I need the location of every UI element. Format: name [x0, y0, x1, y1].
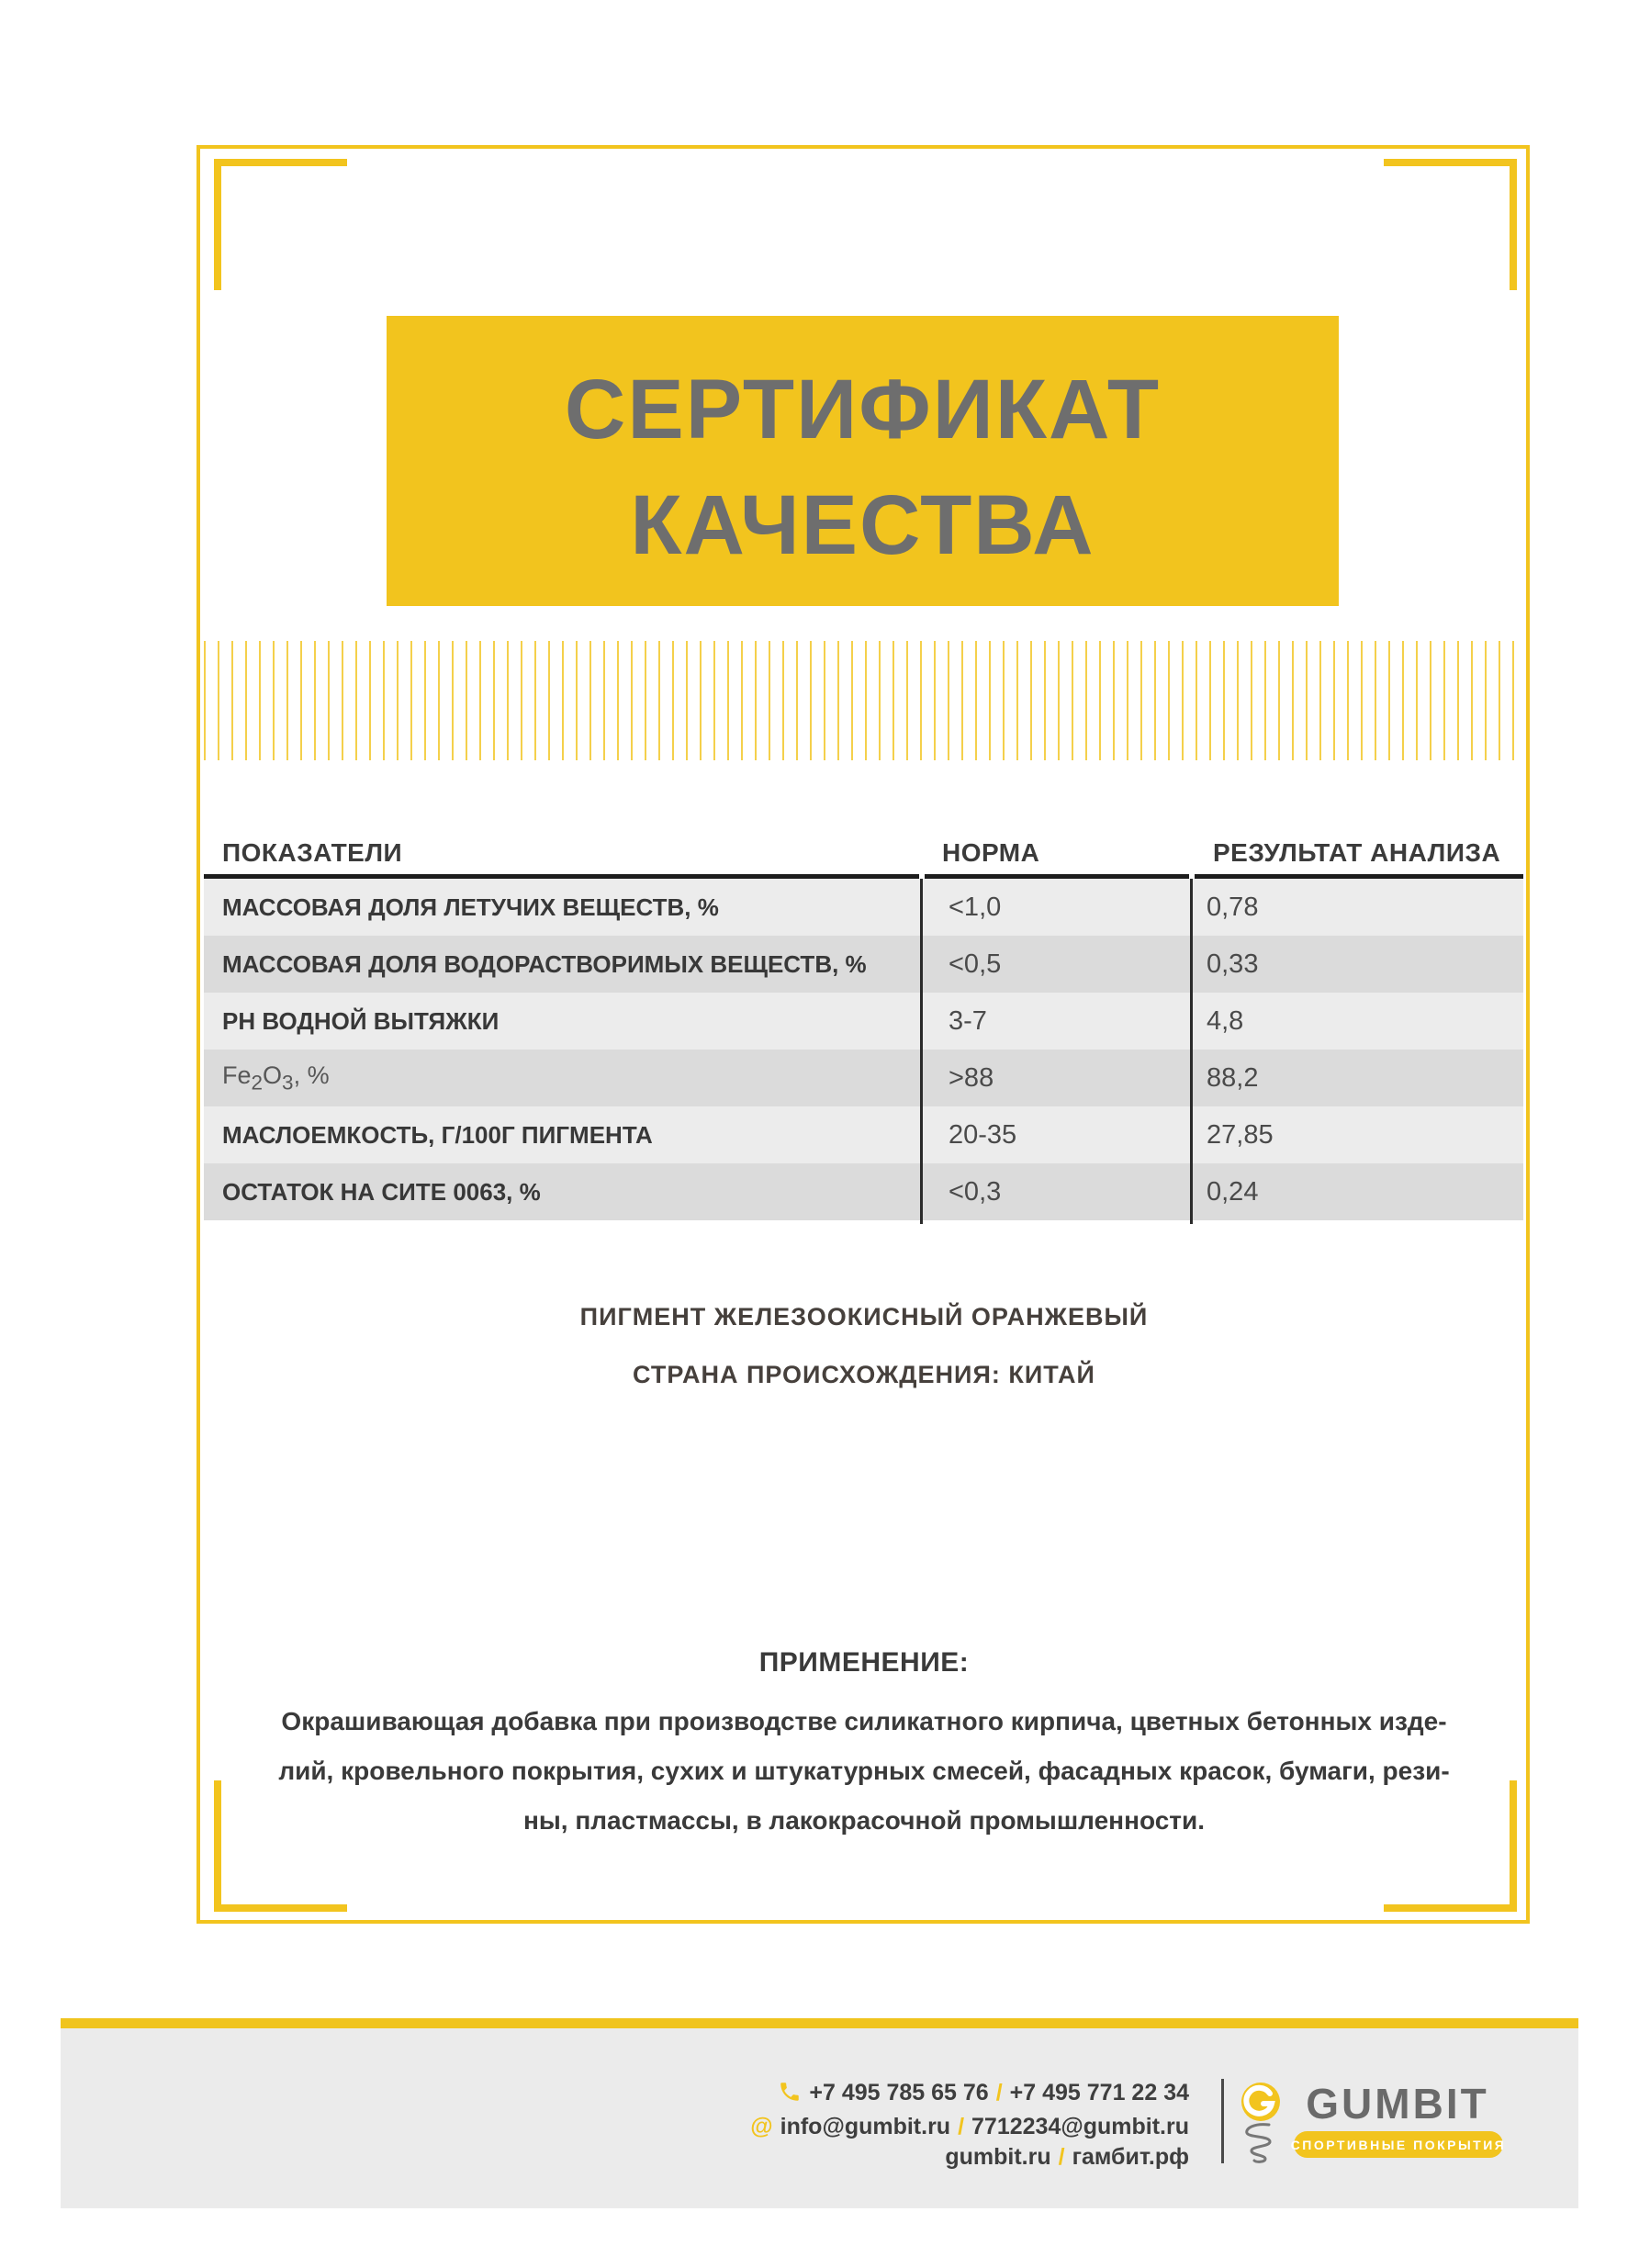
- corner-bracket-top-right: [1384, 159, 1517, 290]
- product-name: ПИГМЕНТ ЖЕЛЕЗООКИСНЫЙ ОРАНЖЕВЫЙ: [579, 1303, 1149, 1330]
- site-link-2[interactable]: гамбит.рф: [1072, 2144, 1189, 2170]
- spring-icon: [1241, 2121, 1280, 2170]
- row-result: 0,78: [1207, 892, 1259, 922]
- title-block: [387, 316, 1339, 606]
- quality-table: [204, 831, 1523, 1220]
- table-row: [204, 936, 1523, 993]
- tagline-text: СПОРТИВНЫЕ ПОКРЫТИЯ: [1290, 2137, 1507, 2152]
- corner-bracket-top-left: [214, 159, 347, 290]
- site-link-1[interactable]: gumbit.ru: [945, 2144, 1051, 2170]
- row-label: МАССОВАЯ ДОЛЯ ВОДОРАСТВОРИМЫХ ВЕЩЕСТВ, %: [222, 949, 867, 978]
- table-row: [204, 1106, 1523, 1163]
- row-norm: <0,3: [949, 1176, 1002, 1207]
- header-norm: НОРМА: [925, 831, 1189, 879]
- phone-link-2[interactable]: +7 495 771 22 34: [1009, 2080, 1189, 2105]
- row-norm: 3-7: [949, 1005, 987, 1036]
- row-norm: <0,5: [949, 949, 1002, 979]
- row-norm: <1,0: [949, 892, 1002, 922]
- phones-line: [750, 2078, 1189, 2112]
- application-section: [204, 1647, 1524, 1846]
- country-of-origin: СТРАНА ПРОИСХОЖДЕНИЯ: КИТАЙ: [633, 1361, 1095, 1388]
- row-label: РН ВОДНОЙ ВЫТЯЖКИ: [222, 1006, 500, 1035]
- table-row: [204, 1163, 1523, 1220]
- page-title-line1: СЕРТИФИКАТ: [564, 363, 1162, 456]
- row-result: 88,2: [1207, 1062, 1259, 1093]
- column-divider-1: [920, 879, 923, 1224]
- gumbit-logo-text: GUMBIT: [1306, 2080, 1489, 2128]
- slash-separator: /: [958, 2114, 965, 2139]
- row-result: 27,85: [1207, 1119, 1274, 1150]
- row-result: 0,24: [1207, 1176, 1259, 1207]
- email-link-1[interactable]: info@gumbit.ru: [780, 2114, 951, 2139]
- email-link-2[interactable]: 7712234@gumbit.ru: [971, 2114, 1189, 2139]
- application-heading: ПРИМЕНЕНИЕ:: [758, 1647, 970, 1678]
- header-result: РЕЗУЛЬТАТ АНАЛИЗА: [1195, 831, 1523, 879]
- footer-divider: [1221, 2079, 1224, 2163]
- phone-icon: [778, 2080, 802, 2112]
- page-title-line2: КАЧЕСТВА: [630, 478, 1095, 572]
- tagline-pill: [1290, 2131, 1507, 2158]
- row-label-fe2o3: $Fe_2O_3$, %: [222, 1061, 330, 1095]
- row-label: МАССОВАЯ ДОЛЯ ЛЕТУЧИХ ВЕЩЕСТВ, %: [222, 893, 719, 921]
- phone-link-1[interactable]: +7 495 785 65 76: [809, 2080, 989, 2105]
- table-header-row: [204, 831, 1523, 879]
- application-line: Окрашивающая добавка при производстве силикатного кирпича, цветных бетонных изде-: [281, 1707, 1447, 1735]
- table-row: [204, 1050, 1523, 1106]
- row-result: 0,33: [1207, 949, 1259, 979]
- slash-separator: /: [995, 2080, 1003, 2105]
- table-row: [204, 993, 1523, 1050]
- footer-contacts: [750, 2078, 1189, 2173]
- emails-line: [750, 2112, 1189, 2142]
- header-indicators: ПОКАЗАТЕЛИ: [204, 831, 919, 879]
- row-norm: 20-35: [949, 1119, 1017, 1150]
- row-label: МАСЛОЕМКОСТЬ, Г/100Г ПИГМЕНТА: [222, 1120, 653, 1149]
- row-label: ОСТАТОК НА СИТЕ 0063, %: [222, 1177, 541, 1206]
- row-norm: >88: [949, 1062, 994, 1093]
- footer-yellow-strip: [61, 2018, 1578, 2028]
- table-row: [204, 879, 1523, 936]
- column-divider-2: [1190, 879, 1193, 1224]
- slash-separator: /: [1058, 2144, 1065, 2170]
- sites-line: [750, 2142, 1189, 2173]
- at-icon: @: [750, 2114, 773, 2139]
- row-result: 4,8: [1207, 1005, 1244, 1036]
- table-body: [204, 879, 1523, 1220]
- application-line: ны, пластмассы, в лакокрасочной промышленности.: [522, 1806, 1206, 1835]
- application-line: лий, кровельного покрытия, сухих и штукатурных смесей, фасадных красок, бумаги, рези-: [278, 1757, 1450, 1785]
